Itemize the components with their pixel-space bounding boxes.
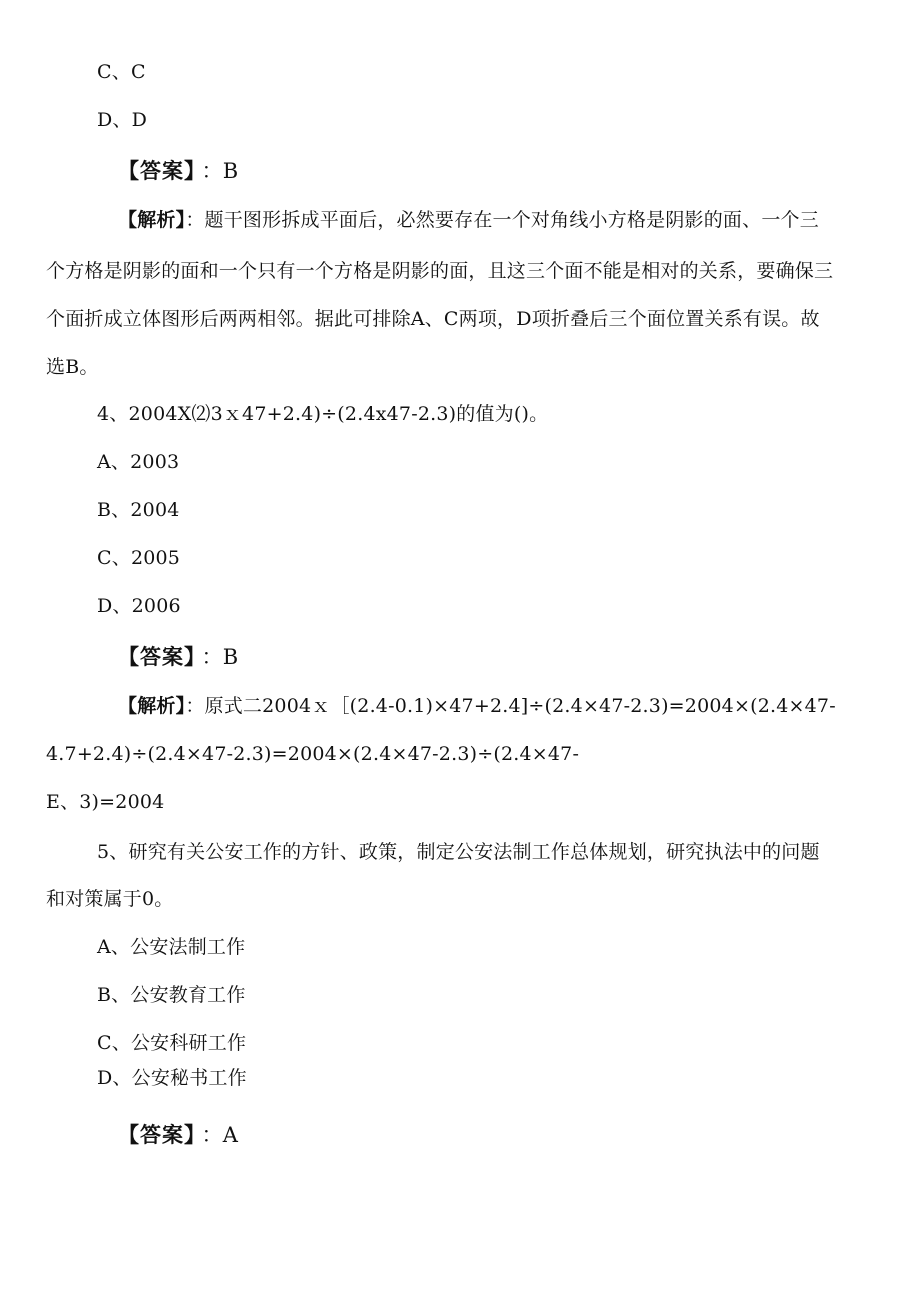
- answer-value: ：B: [201, 645, 239, 669]
- q5-option-a: A、公安法制工作: [97, 936, 246, 958]
- q4-question: 4、2004X⑵3ｘ47+2.4)÷(2.4x47-2.3)的值为()。: [97, 403, 549, 425]
- q3-explanation-line-2: 个方格是阴影的面和一个只有一个方格是阴影的面，且这三个面不能是相对的关系，要确保三: [46, 260, 834, 282]
- q4-explanation-line-3: E、3)=2004: [46, 791, 165, 813]
- explanation-text: ：题干图形拆成平面后，必然要存在一个对角线小方格是阴影的面、一个三: [185, 209, 819, 231]
- explanation-label: 【解析】: [118, 695, 186, 717]
- q3-option-c: C、C: [97, 61, 146, 83]
- q3-explanation-line-4: 选B。: [46, 356, 99, 378]
- q5-question-line-1: 5、研究有关公安工作的方针、政策，制定公安法制工作总体规划，研究执法中的问题: [97, 841, 820, 863]
- q4-option-c: C、2005: [97, 547, 181, 569]
- q3-option-d: D、D: [97, 109, 148, 131]
- q4-answer: [118, 644, 238, 670]
- answer-value: ：A: [201, 1123, 239, 1147]
- q5-answer: [118, 1122, 238, 1148]
- q4-option-b: B、2004: [97, 499, 180, 521]
- q3-answer: [118, 158, 238, 184]
- q5-option-c: C、公安科研工作: [97, 1032, 247, 1054]
- answer-value: ：B: [201, 159, 239, 183]
- q4-option-a: A、2003: [97, 451, 180, 473]
- q3-explanation-line-1: [118, 208, 819, 232]
- explanation-label: 【解析】: [118, 209, 186, 231]
- q4-explanation-line-2: 4.7+2.4)÷(2.4×47-2.3)=2004×(2.4×47-2.3)÷(2.4×47-: [46, 743, 580, 765]
- answer-label: 【答案】: [118, 645, 196, 669]
- q5-option-d: D、公安秘书工作: [97, 1067, 247, 1089]
- explanation-text: ：原式二2004ｘ［(2.4-0.1)×47+2.4]÷(2.4×47-2.3)=2004×(2.4×47-: [185, 695, 836, 717]
- q5-option-b: B、公安教育工作: [97, 984, 246, 1006]
- answer-label: 【答案】: [118, 159, 196, 183]
- answer-label: 【答案】: [118, 1123, 196, 1147]
- q5-question-line-2: 和对策属于0。: [46, 888, 174, 910]
- q4-explanation-line-1: [118, 694, 836, 718]
- q4-option-d: D、2006: [97, 595, 181, 617]
- q3-explanation-line-3: 个面折成立体图形后两两相邻。据此可排除A、C两项，D项折叠后三个面位置关系有误。故: [46, 308, 820, 330]
